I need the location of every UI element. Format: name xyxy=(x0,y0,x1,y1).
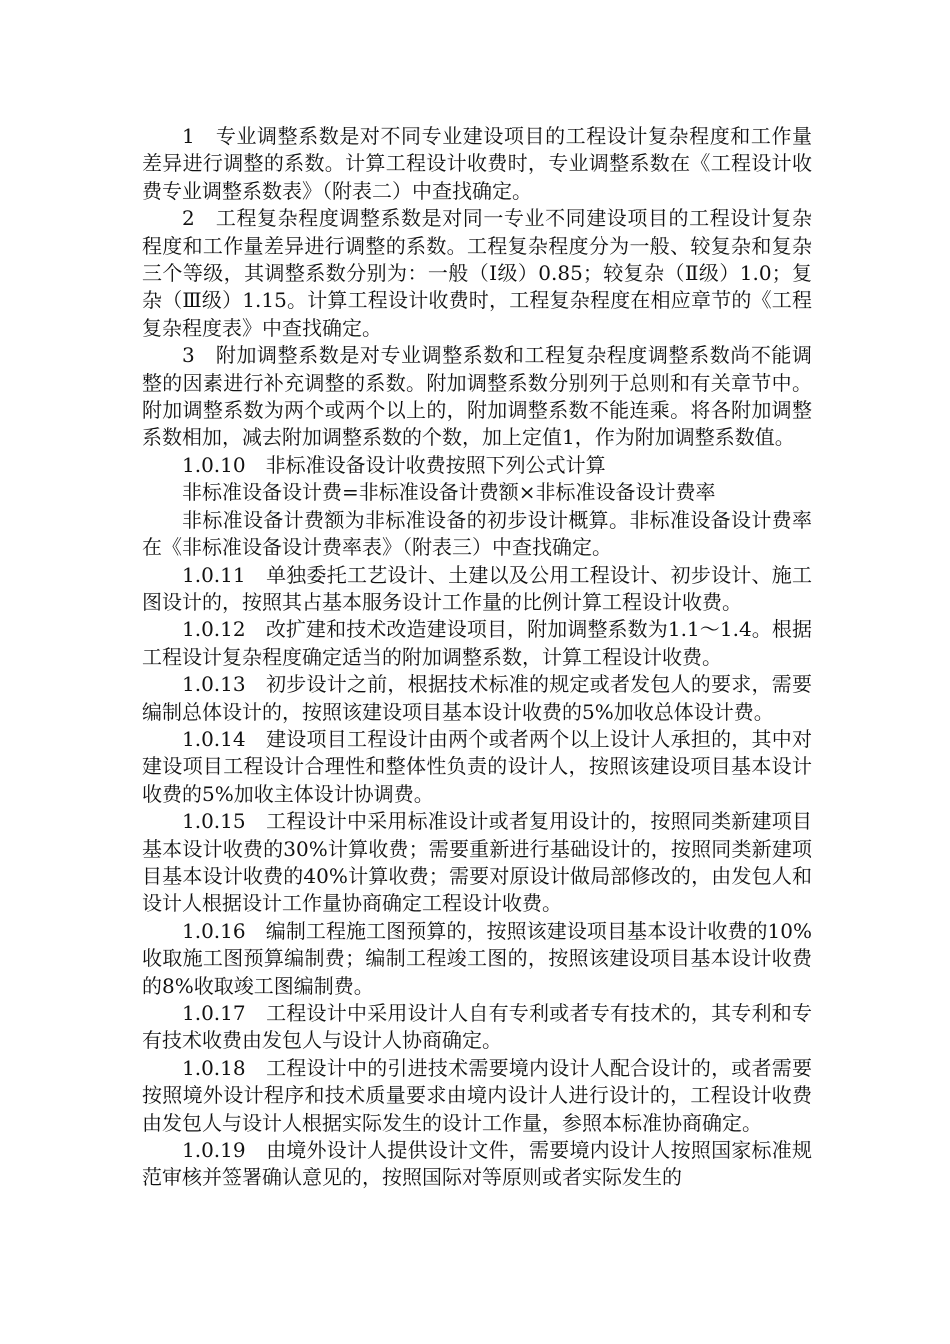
paragraph-item-1: 1 专业调整系数是对不同专业建设项目的工程设计复杂程度和工作量差异进行调整的系数。计算工程设计收费时，专业调整系数在《工程设计收费专业调整系数表》（附表二）中查找确定。 xyxy=(142,124,812,203)
paragraph-item-2: 2 工程复杂程度调整系数是对同一专业不同建设项目的工程设计复杂程度和工作量差异进行调整的系数。工程复杂程度分为一般、较复杂和复杂三个等级，其调整系数分别为：一般（Ⅰ级）0.85；较复杂（Ⅱ级）1.0；复杂（Ⅲ级）1.15。计算工程设计收费时，工程复杂程度在相应章节的《工程复杂程度表》中查找确定。 xyxy=(142,206,812,340)
formula-line: 非标准设备设计费=非标准设备计费额×非标准设备设计费率 xyxy=(182,480,716,505)
paragraph-1-0-12: 1.0.12 改扩建和技术改造建设项目，附加调整系数为1.1～1.4。根据工程设计复杂程度确定适当的附加调整系数，计算工程设计收费。 xyxy=(142,617,812,669)
paragraph-1-0-16: 1.0.16 编制工程施工图预算的，按照该建设项目基本设计收费的10%收取施工图预算编制费；编制工程竣工图的，按照该建设项目基本设计收费的8%收取竣工图编制费。 xyxy=(142,918,812,998)
paragraph-1-0-17: 1.0.17 工程设计中采用设计人自有专利或者专有技术的，其专利和专有技术收费由发包人与设计人协商确定。 xyxy=(142,1001,812,1053)
paragraph-1-0-19: 1.0.19 由境外设计人提供设计文件，需要境内设计人按照国家标准规范审核并签署确认意见的，按照国际对等原则或者实际发生的 xyxy=(142,1138,812,1190)
paragraph-nonstandard-equipment: 非标准设备计费额为非标准设备的初步设计概算。非标准设备设计费率在《非标准设备设计费率表》（附表三）中查找确定。 xyxy=(142,507,812,560)
document-body xyxy=(142,123,812,1192)
paragraph-1-0-11: 1.0.11 单独委托工艺设计、土建以及公用工程设计、初步设计、施工图设计的，按照其占基本服务设计工作量的比例计算工程设计收费。 xyxy=(142,562,812,614)
paragraph-1-0-18: 1.0.18 工程设计中的引进技术需要境内设计人配合设计的，或者需要按照境外设计程序和技术质量要求由境内设计人进行设计的，工程设计收费由发包人与设计人根据实际发生的设计工作量，参照本标准协商确定。 xyxy=(142,1055,812,1135)
paragraph-item-3: 3 附加调整系数是对专业调整系数和工程复杂程度调整系数尚不能调整的因素进行补充调整的系数。附加调整系数分别列于总则和有关章节中。附加调整系数为两个或两个以上的，附加调整系数不能连乘。将各附加调整系数相加，减去附加调整系数的个数，加上定值1，作为附加调整系数值。 xyxy=(142,343,812,450)
paragraph-1-0-10: 1.0.10 非标准设备设计收费按照下列公式计算 xyxy=(182,452,606,477)
paragraph-1-0-15: 1.0.15 工程设计中采用标准设计或者复用设计的，按照同类新建项目基本设计收费的30%计算收费；需要重新进行基础设计的，按照同类新建项目基本设计收费的40%计算收费；需要对原设计做局部修改的，由发包人和设计人根据设计工作量协商确定工程设计收费。 xyxy=(142,809,812,916)
paragraph-1-0-13: 1.0.13 初步设计之前，根据技术标准的规定或者发包人的要求，需要编制总体设计的，按照该建设项目基本设计收费的5%加收总体设计费。 xyxy=(142,672,812,724)
paragraph-1-0-14: 1.0.14 建设项目工程设计由两个或者两个以上设计人承担的，其中对建设项目工程设计合理性和整体性负责的设计人，按照该建设项目基本设计收费的5%加收主体设计协调费。 xyxy=(142,726,812,806)
